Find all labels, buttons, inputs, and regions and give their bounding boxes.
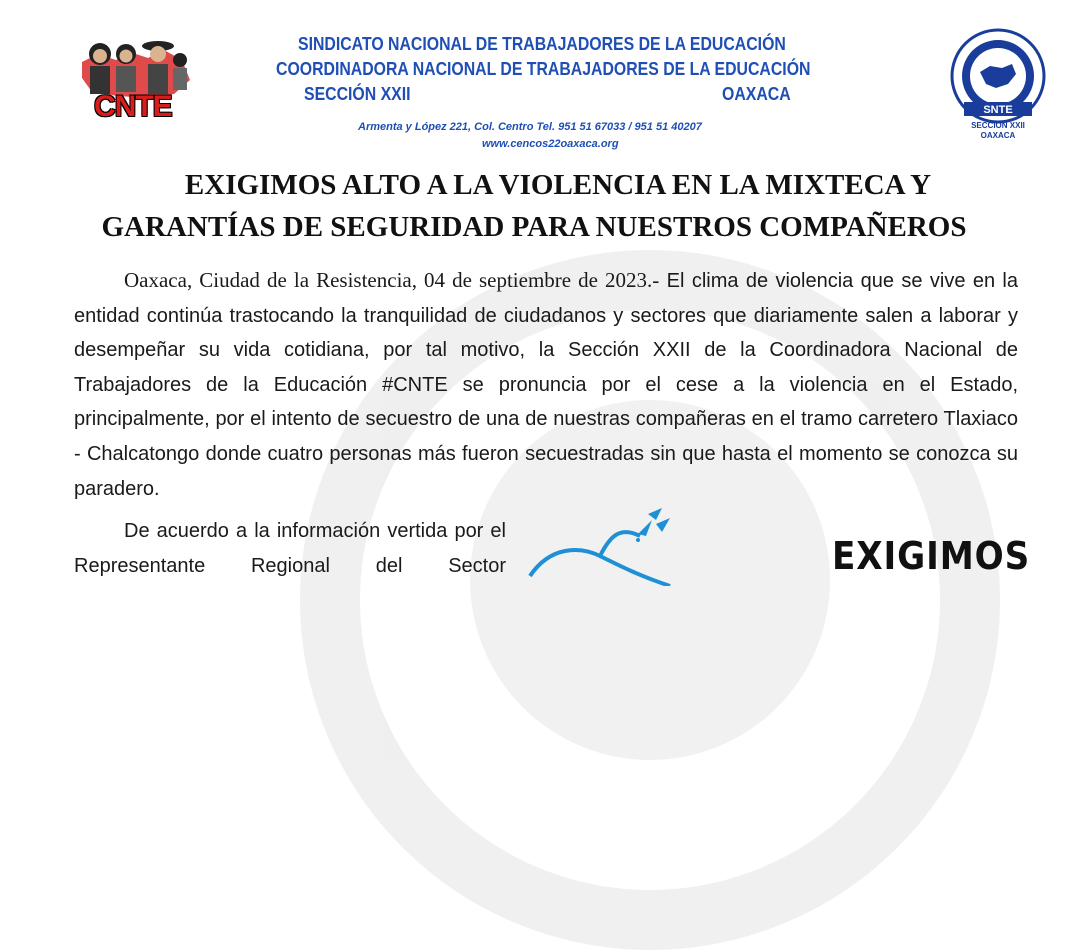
snte-state: OAXACA — [980, 131, 1016, 140]
snte-badge: SNTE — [983, 104, 1013, 116]
website-link[interactable]: www.cencos22oaxaca.org — [482, 138, 619, 150]
snte-seccion-xxii-logo — [950, 26, 1046, 144]
paragraph-1-text: El clima de violencia que se vive en la entidad continúa trastocando la tranquilidad de ciudadanos y sectores que diariamente salen a laborar y desempeñar su vida cotidiana, por tal motivo, la Sección XXII de la Coordinadora Nacional de Trabajadores de la Educación #CNTE se pronuncia por el cese a la violencia en el Estado, principalmente, por el intento de secuestro de una de nuestras compañeras en el tramo carretero Tlaxiaco - Chalcatongo donde cuatro personas más fueron secuestradas sin que hasta el momento se conozca su paradero. — [74, 270, 1018, 500]
state-label: OAXACA — [722, 84, 791, 104]
snte-section: SECCION XXII — [971, 121, 1025, 130]
section-label: SECCIÓN XXII — [304, 84, 411, 104]
cnte-logo-text: CNTE — [94, 90, 172, 123]
coordinadora-name: COORDINADORA NACIONAL DE TRABAJADORES DE LA EDUCACIÓN — [276, 59, 811, 79]
dateline: Oaxaca, Ciudad de la Resistencia, 04 de septiembre de 2023.- — [124, 268, 660, 292]
address-line: Armenta y López 221, Col. Centro Tel. 951 51 67033 / 951 51 40207 — [358, 121, 702, 133]
title-line-2: GARANTÍAS DE SEGURIDAD PARA NUESTROS COMPAÑEROS — [101, 211, 967, 243]
poster-headline: EXIGIMOS — [832, 534, 1031, 578]
peace-dove-icon — [520, 506, 680, 586]
title-line-1: EXIGIMOS ALTO A LA VIOLENCIA EN LA MIXTECA Y — [184, 169, 932, 201]
cnte-logo — [78, 32, 198, 132]
union-name: SINDICATO NACIONAL DE TRABAJADORES DE LA EDUCACIÓN — [298, 34, 786, 54]
paragraph-1 — [74, 263, 1018, 506]
paragraph-2: De acuerdo a la información vertida por el Representante Regional del Sector — [74, 520, 506, 577]
